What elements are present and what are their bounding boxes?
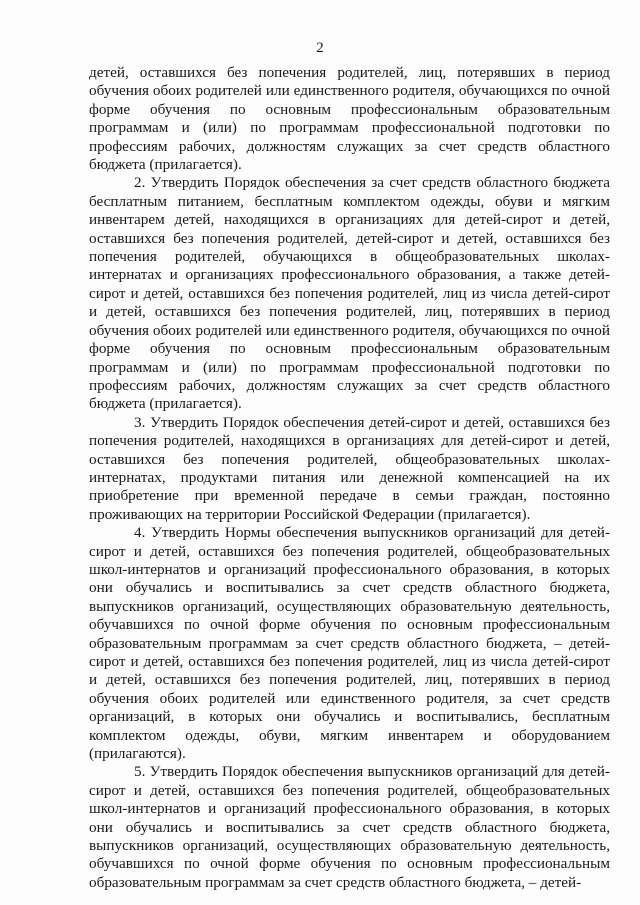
document-body	[89, 64, 610, 892]
paragraph-item-4: 4. Утвердить Нормы обеспечения выпускников организаций для детей-сирот и детей, оставшихся без попечения родителей, общеобразовательных школ-интернатов и организаций профессионального образования, в которых они обучались и воспитывались за счет средств областного бюджета, выпускников организаций, осуществляющих образовательную деятельность, обучавшихся по очной форме обучения по основным профессиональным образовательным программам за счет средств областного бюджета, – детей-сирот и детей, оставшихся без попечения родителей, лиц из числа детей-сирот и детей, оставшихся без попечения родителей, лиц, потерявших в период обучения обоих родителей или единственного родителя, за счет средств организаций, в которых они обучались и воспитывались, бесплатным комплектом одежды, обуви, мягким инвентарем и оборудованием (прилагаются).	[89, 524, 610, 763]
paragraph-item-3: 3. Утвердить Порядок обеспечения детей-сирот и детей, оставшихся без попечения родителей, находящихся в организациях для детей-сирот и детей, оставшихся без попечения родителей, общеобразовательных школах-интернатах, продуктами питания или денежной компенсацией на их приобретение при временной передаче в семьи граждан, постоянно проживающих на территории Российской Федерации (прилагается).	[89, 413, 610, 523]
page-number: 2	[316, 40, 324, 56]
paragraph-item-2: 2. Утвердить Порядок обеспечения за счет средств областного бюджета бесплатным питанием, бесплатным комплектом одежды, обуви и мягким инвентарем детей, находящихся в организациях для детей-сирот и детей, оставшихся без попечения родителей, детей-сирот и детей, оставшихся без попечения родителей, обучающихся в общеобразовательных школах-интернатах и организациях профессионального образования, а также детей-сирот и детей, оставшихся без попечения родителей, лиц из числа детей-сирот и детей, оставшихся без попечения родителей, лиц, потерявших в период обучения обоих родителей или единственного родителя, обучающихся по очной форме обучения по основным профессиональным образовательным программам и (или) по программам профессиональной подготовки по профессиям рабочих, должностям служащих за счет средств областного бюджета (прилагается).	[89, 174, 610, 413]
paragraph-continuation: детей, оставшихся без попечения родителей, лиц, потерявших в период обучения обоих родителей или единственного родителя, обучающихся по очной форме обучения по основным профессиональным образовательным программам и (или) по программам профессиональной подготовки по профессиям рабочих, должностям служащих за счет средств областного бюджета (прилагается).	[89, 64, 610, 174]
paragraph-item-5: 5. Утвердить Порядок обеспечения выпускников организаций для детей-сирот и детей, оставшихся без попечения родителей, общеобразовательных школ-интернатов и организаций профессионального образования, в которых они обучались и воспитывались за счет средств областного бюджета, выпускников организаций, осуществляющих образовательную деятельность, обучавшихся по очной форме обучения по основным профессиональным образовательным программам за счет средств областного бюджета, – детей-	[89, 763, 610, 891]
